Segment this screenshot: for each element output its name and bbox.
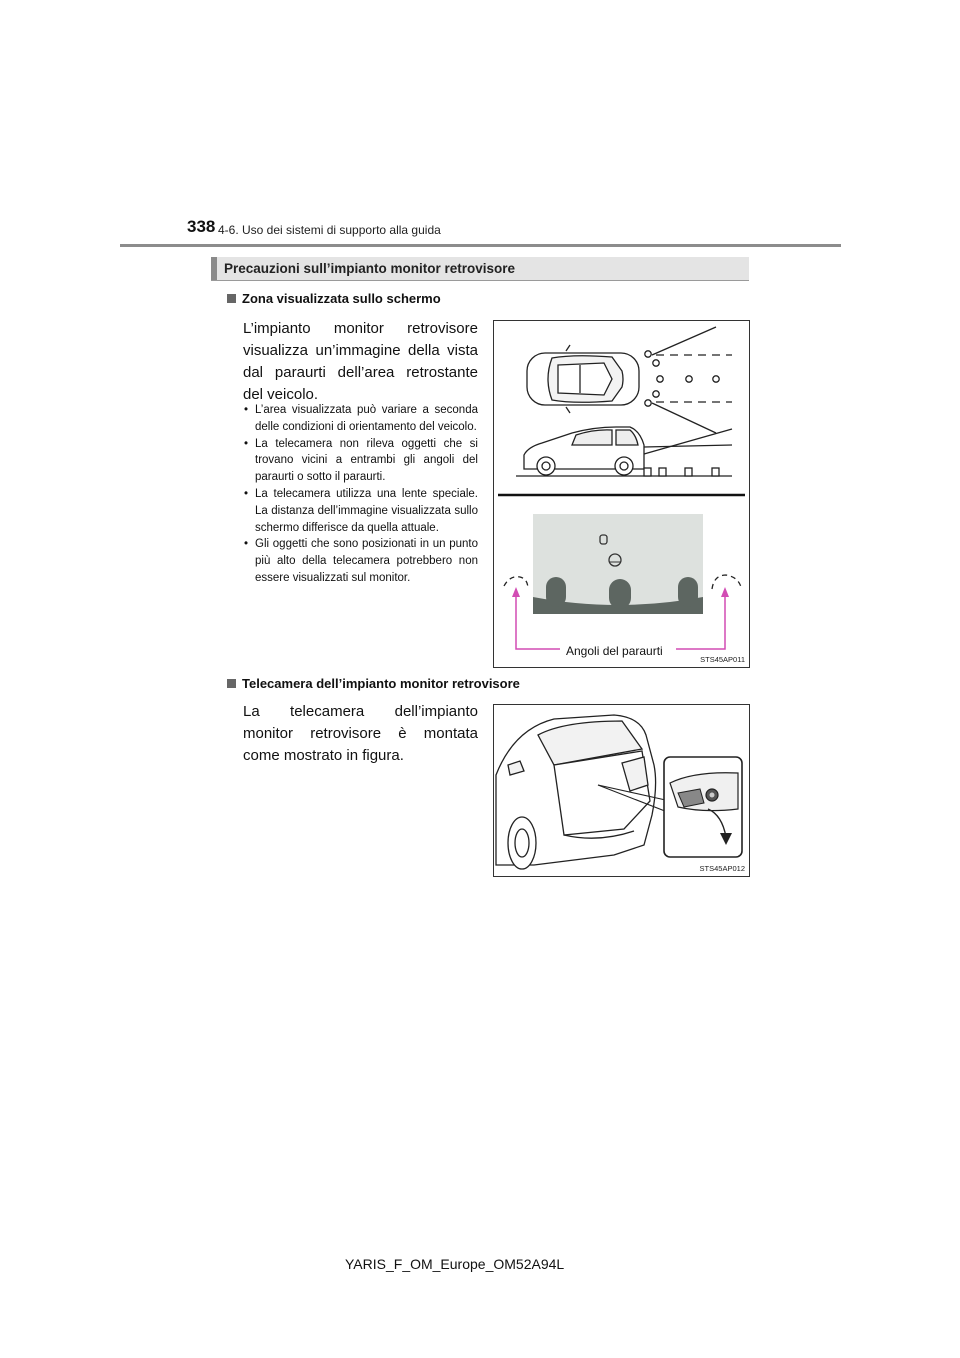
- square-bullet-icon: [227, 294, 236, 303]
- page-number: 338: [187, 217, 216, 236]
- list-item-text: La telecamera non rileva oggetti che si trovano vicini a entrambi gli angoli del paraurti o sotto il paraurti.: [255, 437, 478, 484]
- car-side-view: [524, 427, 644, 475]
- monitor-screen-view: [533, 514, 703, 614]
- figure-camera-location: [493, 704, 750, 877]
- zone-paragraph: L’impianto monitor retrovisore visualizza un’immagine della vista dal paraurti dell’area retrostante del veicolo.: [243, 320, 478, 403]
- bullet-dot: •: [244, 404, 249, 416]
- bullet-dot: •: [244, 487, 249, 500]
- camera-location-illustration: [494, 705, 749, 876]
- display-area-illustration: [494, 321, 749, 667]
- camera-detail-inset: [664, 757, 742, 857]
- list-item: [243, 402, 478, 436]
- marker-squares-side: [644, 468, 719, 476]
- list-item: [243, 486, 478, 536]
- header-rule: [120, 244, 841, 247]
- figure-code: STS45AP011: [700, 655, 745, 664]
- list-item-text: L’area visualizzata può variare a seconda delle condizioni di orientamento del veicolo.: [255, 404, 478, 433]
- bullet-dot: •: [244, 437, 249, 450]
- chapter-title: 4-6. Uso dei sistemi di supporto alla guida: [218, 223, 441, 237]
- zone-bullet-list: [243, 402, 478, 587]
- section-title-bar: [211, 257, 749, 281]
- zone-heading: [227, 291, 441, 306]
- list-item: [243, 536, 478, 586]
- section-accent: [211, 257, 217, 280]
- zone-heading-text: Zona visualizzata sullo schermo: [242, 291, 441, 306]
- list-item: [243, 436, 478, 486]
- list-item-text: La telecamera utilizza una lente speciale. La distanza dell’immagine visualizzata sullo schermo differisce da quella attuale.: [255, 487, 478, 534]
- camera-heading-text: Telecamera dell’impianto monitor retrovisore: [242, 676, 520, 691]
- marker-circles-top: [645, 351, 719, 406]
- bumper-corners-label: Angoli del paraurti: [566, 644, 663, 658]
- bullet-dot: •: [244, 538, 249, 551]
- square-bullet-icon: [227, 679, 236, 688]
- figure-display-area: [493, 320, 750, 668]
- list-item-text: Gli oggetti che sono posizionati in un punto più alto della telecamera potrebbero non essere visualizzati sul monitor.: [255, 538, 478, 584]
- camera-paragraph: La telecamera dell’impianto monitor retrovisore è montata come mostrato in figura.: [243, 703, 478, 764]
- footer-document-id: YARIS_F_OM_Europe_OM52A94L: [345, 1256, 565, 1272]
- figure-code: STS45AP012: [699, 864, 745, 873]
- camera-heading: [227, 676, 520, 691]
- car-top-view: [527, 345, 639, 413]
- section-title: Precauzioni sull’impianto monitor retrovisore: [224, 261, 516, 276]
